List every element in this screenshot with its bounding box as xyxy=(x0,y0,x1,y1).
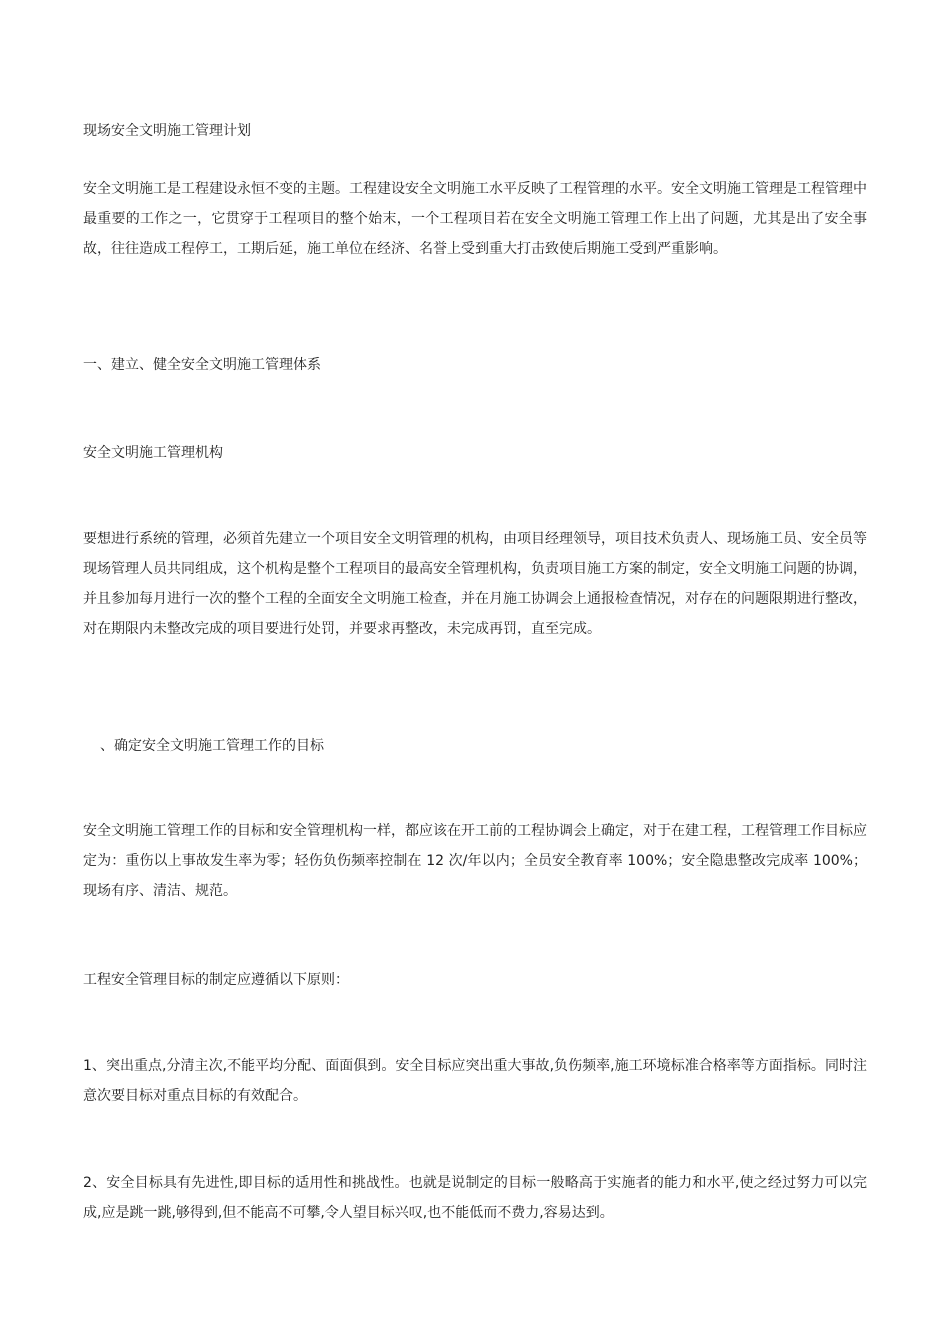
intro-paragraph: 安全文明施工是工程建设永恒不变的主题。工程建设安全文明施工水平反映了工程管理的水平。安全文明施工管理是工程管理中最重要的工作之一，它贯穿于工程项目的整个始末，一个工程项目若在安全文明施工管理工作上出了问题，尤其是出了安全事故，往往造成工程停工，工期后延，施工单位在经济、名誉上受到重大打击致使后期施工受到严重影响。 xyxy=(83,181,867,257)
principle-1: 1、突出重点,分清主次,不能平均分配、面面俱到。安全目标应突出重大事故,负伤频率,施工环境标准合格率等方面指标。同时注意次要目标对重点目标的有效配合。 xyxy=(83,1058,867,1104)
document-title: 现场安全文明施工管理计划 xyxy=(83,123,251,139)
section-1-heading: 一、建立、健全安全文明施工管理体系 xyxy=(83,357,321,373)
section-2-body: 安全文明施工管理工作的目标和安全管理机构一样，都应该在开工前的工程协调会上确定，对于在建工程，工程管理工作目标应定为：重伤以上事故发生率为零；轻伤负伤频率控制在 12 次/年以内；全员安全教育率 100%；安全隐患整改完成率 100%；现场有序、清洁、规范。 xyxy=(83,823,867,899)
section-2-heading: 、确定安全文明施工管理工作的目标 xyxy=(100,738,324,754)
section-1-body: 要想进行系统的管理，必须首先建立一个项目安全文明管理的机构，由项目经理领导，项目技术负责人、现场施工员、安全员等现场管理人员共同组成，这个机构是整个工程项目的最高安全管理机构，负责项目施工方案的制定，安全文明施工问题的协调，并且参加每月进行一次的整个工程的全面安全文明施工检查，并在月施工协调会上通报检查情况，对存在的问题限期进行整改，对在期限内未整改完成的项目要进行处罚，并要求再整改，未完成再罚，直至完成。 xyxy=(83,531,867,637)
principles-intro: 工程安全管理目标的制定应遵循以下原则： xyxy=(83,972,349,988)
principle-2: 2、安全目标具有先进性,即目标的适用性和挑战性。也就是说制定的目标一般略高于实施者的能力和水平,使之经过努力可以完成,应是跳一跳,够得到,但不能高不可攀,令人望目标兴叹,也不能低而不费力,容易达到。 xyxy=(83,1175,867,1221)
section-1-subheading: 安全文明施工管理机构 xyxy=(83,445,223,461)
